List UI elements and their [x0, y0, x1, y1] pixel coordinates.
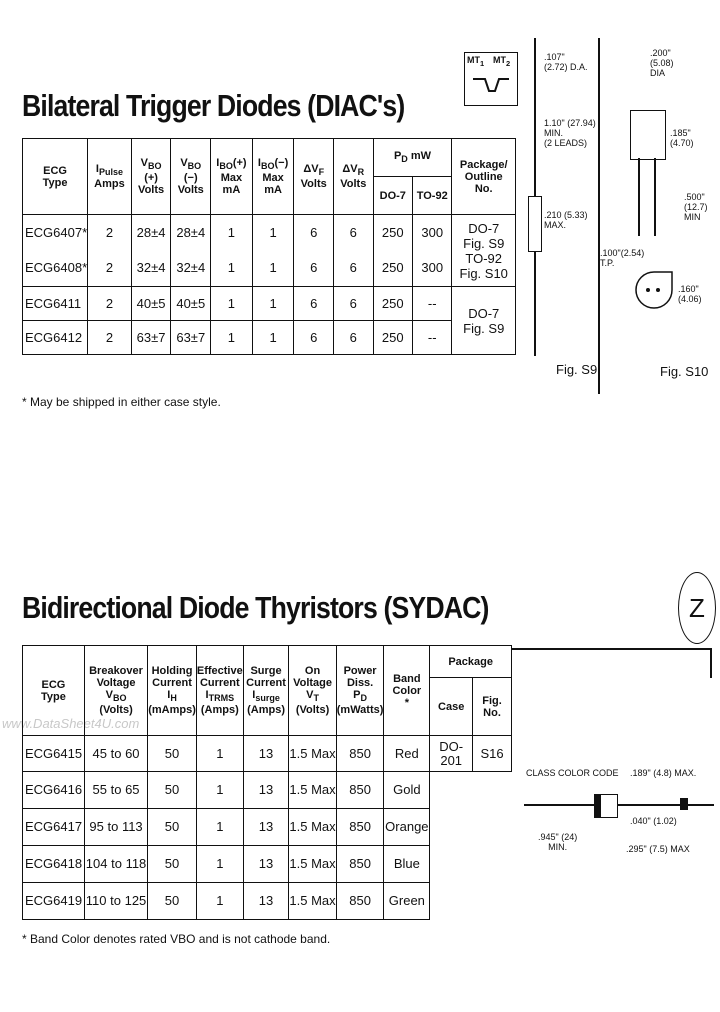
sydac-cell: 13 [243, 883, 289, 920]
diac-cell: 63±7 [131, 321, 171, 355]
sydac-cell: 850 [336, 772, 384, 809]
sydac-cell: 1 [196, 883, 243, 920]
diac-cell: 250 [373, 321, 412, 355]
fig-s9-body [528, 196, 542, 252]
diac-cell: 1 [211, 321, 253, 355]
diac-cell: 2 [88, 215, 132, 251]
sydac-cell: 1 [196, 809, 243, 846]
diac-cell: 6 [294, 251, 334, 287]
sydac-cell-vbo: 45 to 60 [84, 736, 147, 772]
table-row [23, 736, 512, 772]
diac-cell: 63±7 [171, 321, 211, 355]
sydac-cell-vbo: 104 to 118 [84, 846, 147, 883]
diac-cell: 1 [252, 287, 294, 321]
diac-cell: 28±4 [131, 215, 171, 251]
sydac-cell: 850 [336, 846, 384, 883]
sydac-cell-case: DO-201 [430, 736, 473, 772]
fig-s16-dim-lead-dia: .040" (1.02) [630, 816, 677, 826]
diac-cell: 1 [211, 287, 253, 321]
fig-s9-dim-leads: 1.10" (27.94) MIN. (2 LEADS) [544, 118, 596, 148]
fig-s16-dim-body: .295" (7.5) MAX [626, 844, 690, 854]
diac-cell: 32±4 [171, 251, 211, 287]
sydac-spec-table [22, 645, 512, 920]
diac-cell: 40±5 [171, 287, 211, 321]
sydac-cell-vbo: 110 to 125 [84, 883, 147, 920]
sydac-header-surge: Surge Current $I_{surge}$ (Amps) [243, 646, 289, 736]
fig-s10-lead [654, 158, 656, 236]
sydac-cell: 1.5 Max [289, 846, 336, 883]
sydac-header-package: Package [430, 646, 512, 678]
sydac-cell: 1 [196, 736, 243, 772]
diac-cell: 28±4 [171, 215, 211, 251]
diac-header-do7: DO-7 [373, 177, 412, 215]
fig-s16-drawing [520, 760, 716, 860]
diac-header-to92: TO-92 [413, 177, 452, 215]
sydac-cell-band: Green [384, 883, 430, 920]
fig-s16-dim-lead: .945" (24) MIN. [538, 832, 578, 852]
fig-s16-class-color-code: CLASS COLOR CODE [526, 768, 619, 778]
diac-cell: 250 [373, 287, 412, 321]
diac-header-ipulse: $I_{Pulse}$ Amps [88, 139, 132, 215]
fig-s16-color-band [595, 795, 601, 817]
diac-header-package: Package/ Outline No. [452, 139, 516, 215]
diac-cell: 6 [333, 287, 373, 321]
diac-header-ibo-plus: $I_{BO}(+)$ Max mA [211, 139, 253, 215]
diac-cell: 250 [373, 215, 412, 251]
diac-package-group-2: DO-7 Fig. S9 [452, 287, 516, 355]
sydac-header-case: Case [430, 678, 473, 736]
diac-package-group-1: DO-7 Fig. S9 TO-92 Fig. S10 [452, 215, 516, 287]
sydac-cell: 50 [148, 772, 197, 809]
table-row [23, 809, 512, 846]
sydac-footnote: * Band Color denotes rated VBO and is not cathode band. [22, 932, 331, 946]
sydac-symbol-icon: Z [678, 572, 716, 644]
sydac-section-title: Bidirectional Diode Thyristors (SYDAC) [22, 590, 489, 625]
table-row [23, 251, 516, 287]
diac-header-dvr: $\Delta V_R$ Volts [333, 139, 373, 215]
sydac-header-on-voltage: On Voltage $V_T$ (Volts) [289, 646, 336, 736]
mt1-label: $MT_1$ [467, 55, 485, 68]
diac-footnote: * May be shipped in either case style. [22, 395, 221, 409]
fig-s16-dim-dia: .189" (4.8) MAX. [630, 768, 697, 778]
diac-cell: 40±5 [131, 287, 171, 321]
sydac-cell-vbo: 95 to 113 [84, 809, 147, 846]
fig-s10-dim-lead: .500" (12.7) MIN [684, 192, 708, 222]
diac-symbol-box [464, 52, 518, 106]
diac-cell-type: ECG6408* [23, 251, 88, 287]
diac-cell: 32±4 [131, 251, 171, 287]
diac-cell: 300 [413, 251, 452, 287]
sydac-cell-type: ECG6416 [23, 772, 85, 809]
sydac-cell-band: Orange [384, 809, 430, 846]
diac-header-ecg-type: ECG Type [23, 139, 88, 215]
sydac-cell: 13 [243, 846, 289, 883]
mt2-label: $MT_2$ [493, 55, 511, 68]
sydac-cell-type: ECG6418 [23, 846, 85, 883]
watermark: www.DataSheet4U.com [2, 716, 140, 731]
fig-s10-dim-dia: .200" (5.08) DIA [650, 48, 674, 78]
fig-s10-dim-height: .185" (4.70) [670, 128, 694, 148]
diac-spec-table [22, 138, 516, 355]
sydac-cell-band: Red [384, 736, 430, 772]
fig-s9-dim-dia: .107" (2.72) D.A. [544, 52, 588, 72]
fig-s16-lead-end [680, 798, 688, 810]
sydac-cell: 13 [243, 736, 289, 772]
diac-cell: 1 [211, 215, 253, 251]
diac-cell: 2 [88, 287, 132, 321]
diac-header-dvf: $\Delta V_F$ Volts [294, 139, 334, 215]
sydac-cell-type: ECG6417 [23, 809, 85, 846]
sydac-package-frame-top [512, 648, 712, 650]
sydac-cell-band: Blue [384, 846, 430, 883]
diac-cell: 1 [252, 321, 294, 355]
sydac-cell: 1 [196, 846, 243, 883]
sydac-cell: 1 [196, 772, 243, 809]
sydac-cell: 50 [148, 846, 197, 883]
fig-s10-drawing [600, 42, 718, 394]
sydac-cell: 1.5 Max [289, 809, 336, 846]
sydac-cell: 850 [336, 736, 384, 772]
sydac-cell: 1.5 Max [289, 772, 336, 809]
sydac-cell-type: ECG6419 [23, 883, 85, 920]
sydac-cell: 13 [243, 809, 289, 846]
fig-s10-dim-flat: .160" (4.06) [678, 284, 702, 304]
table-row [23, 215, 516, 251]
sydac-cell: 50 [148, 736, 197, 772]
diac-cell: 2 [88, 251, 132, 287]
diac-cell: -- [413, 287, 452, 321]
diac-cell: 300 [413, 215, 452, 251]
sydac-header-fig: Fig. No. [473, 678, 512, 736]
diac-cell: 6 [333, 215, 373, 251]
sydac-header-effective: Effective Current $I_{TRMS}$ (Amps) [196, 646, 243, 736]
fig-s9-dim-body: .210 (5.33) MAX. [544, 210, 588, 230]
fig-s10-dim-pitch: .100"(2.54) T.P. [600, 248, 645, 268]
fig-s10-label: Fig. S10 [660, 364, 709, 379]
fig-s10-body [630, 110, 666, 160]
sydac-cell: 13 [243, 772, 289, 809]
diac-header-vbo-minus: $V_{BO}$ (−) Volts [171, 139, 211, 215]
diac-cell: 6 [333, 251, 373, 287]
diac-header-vbo-plus: $V_{BO}$ (+) Volts [131, 139, 171, 215]
diac-cell-type: ECG6412 [23, 321, 88, 355]
sydac-cell: 50 [148, 809, 197, 846]
sydac-header-breakover: Breakover Voltage $V_{BO}$ (Volts) [84, 646, 147, 736]
diac-cell-type: ECG6407* [23, 215, 88, 251]
table-row [23, 883, 512, 920]
diac-cell: 1 [211, 251, 253, 287]
sydac-cell: 850 [336, 809, 384, 846]
sydac-package-frame-right [710, 648, 712, 678]
diac-cell: -- [413, 321, 452, 355]
fig-s9-drawing [460, 38, 600, 394]
diac-cell: 2 [88, 321, 132, 355]
sydac-header-band-color: Band Color * [384, 646, 430, 736]
diac-cell: 250 [373, 251, 412, 287]
diac-cell: 6 [294, 215, 334, 251]
fig-s10-lead [638, 158, 640, 236]
sydac-cell: 1.5 Max [289, 883, 336, 920]
fig-s16-body [594, 794, 618, 818]
sydac-header-ecg-type: ECG Type [23, 646, 85, 736]
table-row [23, 846, 512, 883]
table-row [23, 287, 516, 321]
diac-section-title: Bilateral Trigger Diodes (DIAC's) [22, 88, 405, 123]
diac-symbol-icon [471, 73, 511, 97]
diac-cell: 6 [333, 321, 373, 355]
sydac-cell-band: Gold [384, 772, 430, 809]
sydac-cell-fig: S16 [473, 736, 512, 772]
sydac-header-power: Power Diss. $P_D$ (mWatts) [336, 646, 384, 736]
fig-s10-bottom-view [634, 270, 674, 310]
sydac-header-holding: Holding Current $I_H$ (mAmps) [148, 646, 197, 736]
diac-header-ibo-minus: $I_{BO}(-)$ Max mA [252, 139, 294, 215]
diac-cell-type: ECG6411 [23, 287, 88, 321]
diac-cell: 1 [252, 251, 294, 287]
diac-cell: 6 [294, 321, 334, 355]
diac-cell: 6 [294, 287, 334, 321]
sydac-cell: 50 [148, 883, 197, 920]
table-row [23, 321, 516, 355]
sydac-cell: 850 [336, 883, 384, 920]
sydac-cell-type: ECG6415 [23, 736, 85, 772]
fig-s9-label: Fig. S9 [556, 362, 598, 377]
sydac-cell-vbo: 55 to 65 [84, 772, 147, 809]
table-row [23, 772, 512, 809]
diac-header-pd: $P_D$ mW [373, 139, 452, 177]
sydac-cell: 1.5 Max [289, 736, 336, 772]
diac-cell: 1 [252, 215, 294, 251]
